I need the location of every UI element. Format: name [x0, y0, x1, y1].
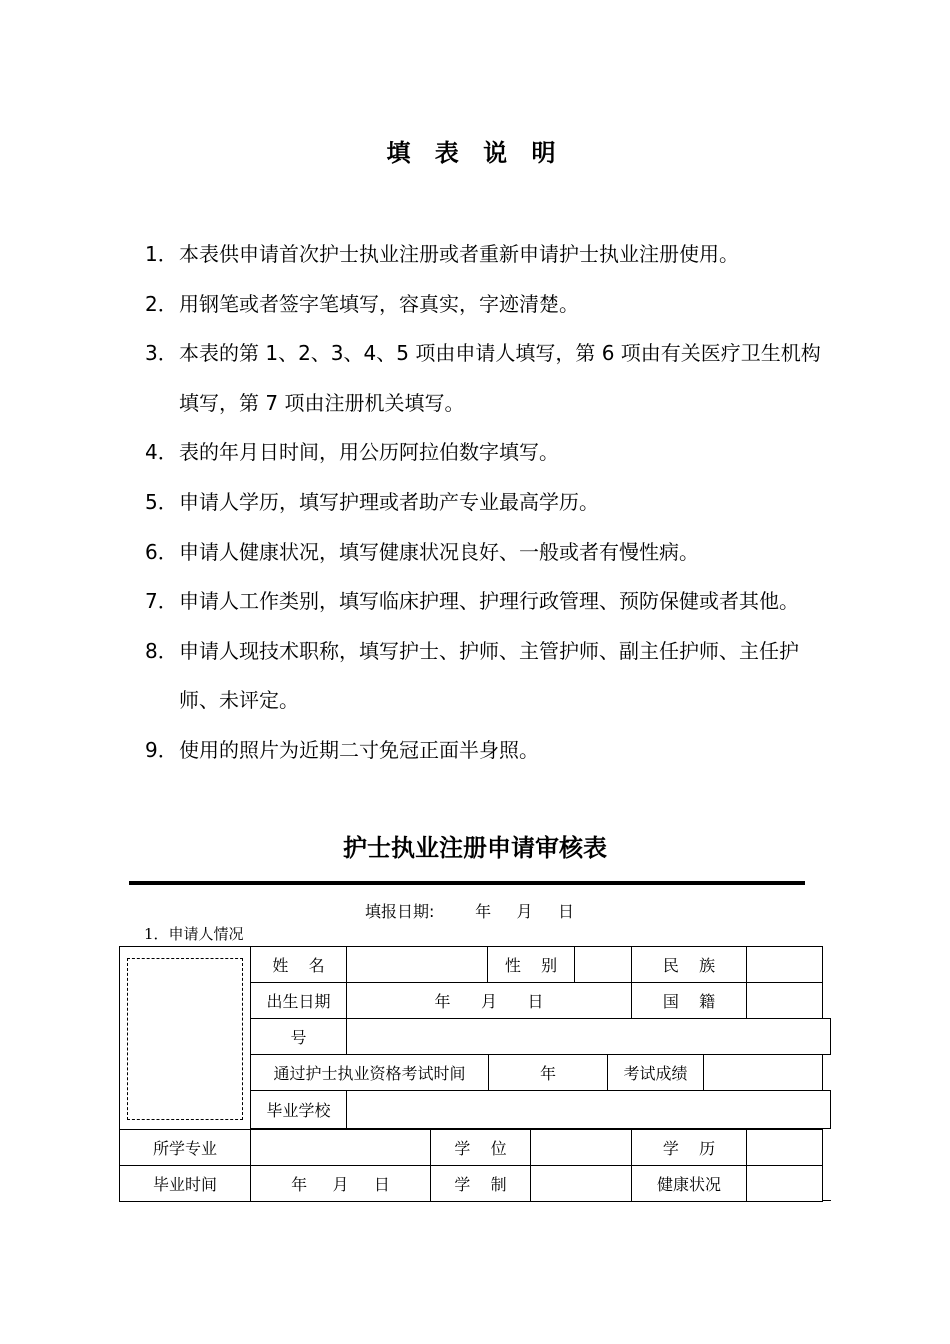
health-label: 健康状况	[631, 1165, 747, 1202]
list-item	[145, 528, 825, 578]
item-number: 4．	[145, 440, 178, 465]
exam-year-field[interactable]: 年	[488, 1054, 608, 1091]
item-number: 5．	[145, 489, 178, 514]
ethnicity-label: 民 族	[631, 946, 747, 983]
education-label: 学 历	[631, 1129, 747, 1166]
list-item	[145, 329, 825, 428]
item-text: 本表供申请首次护士执业注册或者重新申请护士执业注册使用。	[179, 242, 739, 266]
grad-time-label: 毕业时间	[119, 1165, 251, 1202]
name-label: 姓 名	[250, 946, 347, 983]
exam-score-label: 考试成绩	[607, 1054, 704, 1091]
item-number: 9．	[145, 737, 178, 762]
system-label: 学 制	[430, 1165, 531, 1202]
list-item	[145, 428, 825, 478]
id-number-label: 号	[250, 1018, 347, 1055]
ethnicity-field[interactable]	[746, 946, 823, 983]
system-field[interactable]	[530, 1165, 632, 1202]
item-number: 6．	[145, 539, 178, 564]
exam-score-field[interactable]	[703, 1054, 823, 1091]
birth-date-field[interactable]: 年 月 日	[346, 982, 632, 1019]
name-field[interactable]	[346, 946, 488, 983]
gender-field[interactable]	[574, 946, 632, 983]
degree-field[interactable]	[530, 1129, 632, 1166]
page-title: 填 表 说 明	[386, 139, 564, 167]
item-number: 3．	[145, 341, 178, 366]
health-field[interactable]	[746, 1165, 823, 1202]
item-text: 申请人健康状况，填写健康状况良好、一般或者有慢性病。	[179, 539, 699, 564]
photo-placeholder	[127, 958, 243, 1120]
degree-label: 学 位	[430, 1129, 531, 1166]
school-label: 毕业学校	[250, 1090, 347, 1129]
instruction-list	[145, 230, 825, 776]
table-edge	[822, 1200, 831, 1201]
item-number: 7．	[145, 589, 178, 614]
birth-date-label: 出生日期	[250, 982, 347, 1019]
form-title: 护士执业注册申请审核表	[343, 834, 607, 862]
list-item	[145, 478, 825, 528]
item-number: 1．	[145, 242, 178, 266]
gender-label: 性 别	[487, 946, 575, 983]
item-number: 8．	[145, 638, 178, 663]
title-rule	[129, 881, 805, 885]
id-number-field[interactable]	[346, 1018, 831, 1055]
item-text: 申请人工作类别，填写临床护理、护理行政管理、预防保健或者其他。	[179, 589, 799, 614]
section-label: 1．申请人情况	[144, 925, 244, 943]
item-text: 用钢笔或者签字笔填写，容真实，字迹清楚。	[179, 291, 579, 316]
item-number: 2．	[145, 291, 178, 316]
list-item	[145, 726, 825, 776]
fill-date: 填报日期: 年 月 日	[365, 902, 574, 921]
item-text: 本表的第 1、2、3、4、5 项由申请人填写，第 6 项由有关医疗卫生机构填写，第 7 项由注册机关填写。	[179, 341, 821, 415]
grad-time-field[interactable]: 年 月 日	[250, 1165, 431, 1202]
nationality-field[interactable]	[746, 982, 823, 1019]
nationality-label: 国 籍	[631, 982, 747, 1019]
education-field[interactable]	[746, 1129, 823, 1166]
list-item	[145, 577, 825, 627]
list-item	[145, 230, 825, 280]
list-item	[145, 627, 825, 726]
item-text: 申请人现技术职称，填写护士、护师、主管护师、副主任护师、主任护师、未评定。	[179, 638, 799, 713]
exam-time-label: 通过护士执业资格考试时间	[250, 1054, 489, 1091]
list-item	[145, 280, 825, 330]
item-text: 使用的照片为近期二寸免冠正面半身照。	[179, 737, 539, 762]
item-text: 申请人学历，填写护理或者助产专业最高学历。	[179, 489, 599, 514]
school-field[interactable]	[346, 1090, 831, 1129]
item-text: 表的年月日时间，用公历阿拉伯数字填写。	[179, 440, 559, 465]
major-label: 所学专业	[119, 1129, 251, 1166]
major-field[interactable]	[250, 1129, 431, 1166]
